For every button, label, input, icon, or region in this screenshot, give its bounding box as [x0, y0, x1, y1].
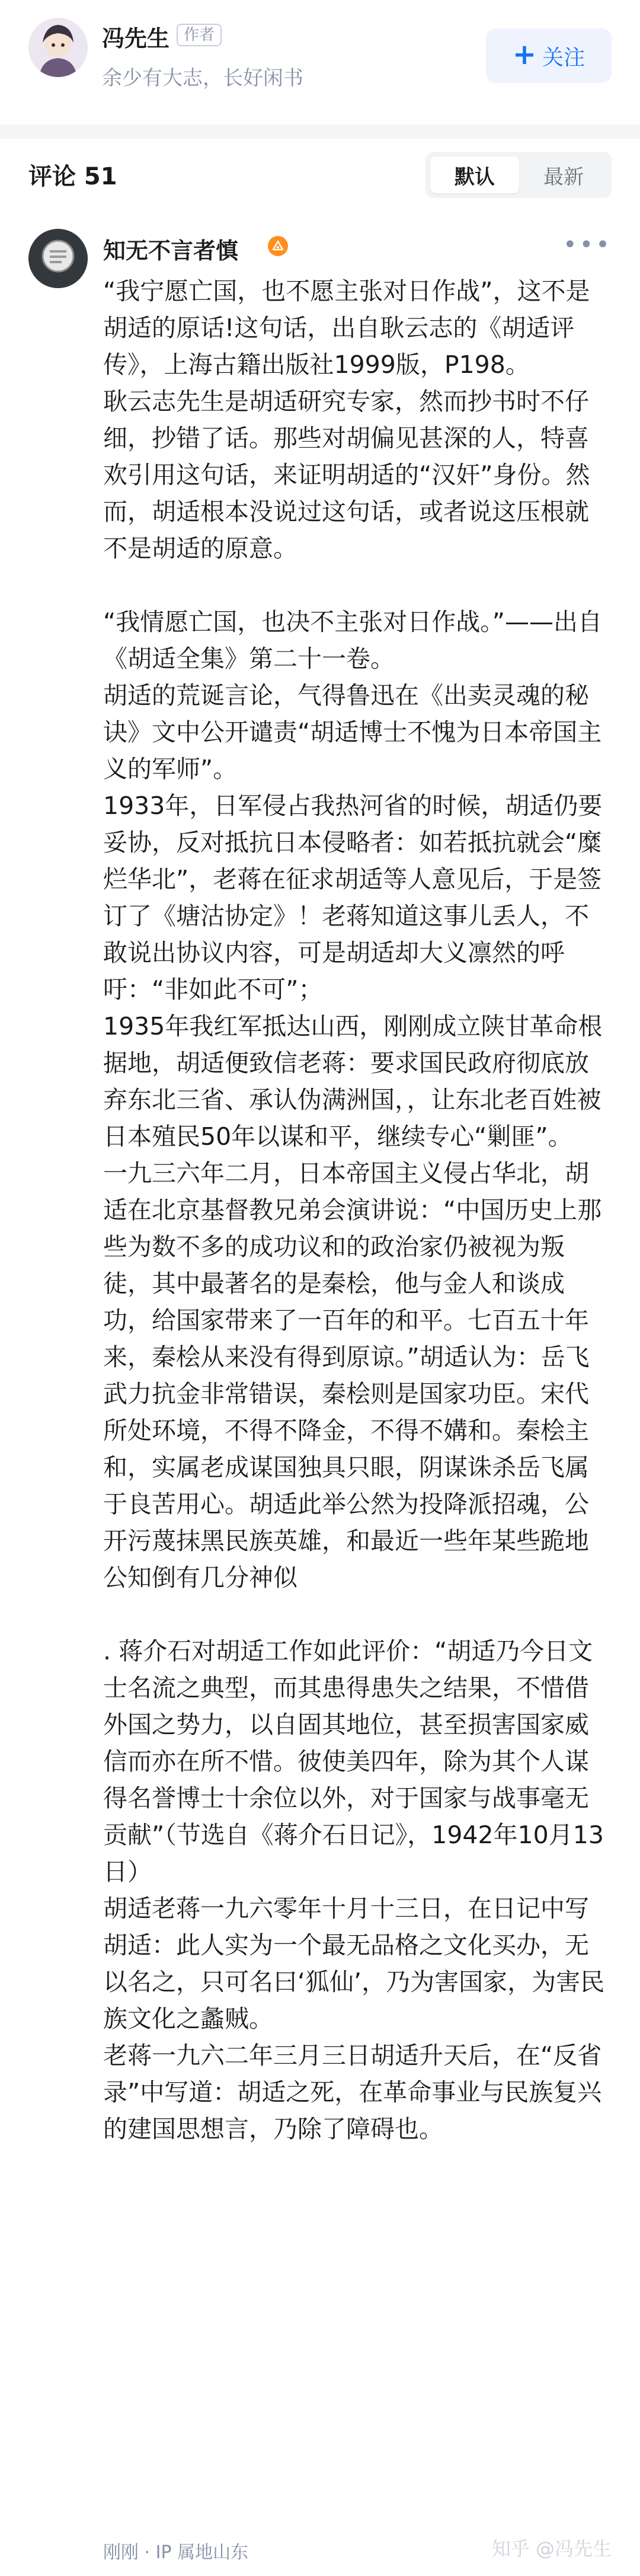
- sort-default-tab[interactable]: 默认: [430, 157, 519, 193]
- paragraph-spacer: [103, 1596, 613, 1633]
- paragraph-spacer: [103, 567, 613, 604]
- verified-badge-icon: [268, 236, 288, 256]
- author-header: [0, 0, 640, 125]
- commenter-avatar[interactable]: [28, 229, 88, 288]
- follow-label: 关注: [542, 45, 585, 70]
- comment-paragraph: 耿云志先生是胡适研究专家，然而抄书时不仔细，抄错了话。那些对胡偏见甚深的人，特喜欢引用这句话，来证明胡适的“汉奸”身份。然而，胡适根本没说过这句话，或者说这压根就不是胡适的原意。: [103, 387, 590, 563]
- comment-paragraph: 老蒋一九六二年三月三日胡适升天后，在“反省录”中写道：胡适之死，在革命事业与民族复兴的建国思想言，乃除了障碍也。: [103, 2041, 602, 2143]
- sort-latest-tab[interactable]: 最新: [543, 165, 584, 189]
- comment-paragraph: “我宁愿亡国，也不愿主张对日作战”，这不是胡适的原话!这句话，出自耿云志的《胡适评传》，上海古籍出版社1999版，P198。: [103, 277, 590, 379]
- comment-paragraph: 1935年我红军抵达山西，刚刚成立陕甘革命根据地，胡适便致信老蒋：要求国民政府彻底放弃东北三省、承认伪满洲国，，让东北老百姓被日本殖民50年以谋和平，继续专心“剿匪”。: [103, 1012, 603, 1151]
- comment-paragraph: . 蒋介石对胡适工作如此评价：“胡适乃今日文士名流之典型，而其患得患失之结果，不惜借外国之势力，以自固其地位，甚至损害国家威信而亦在所不惜。彼使美四年，除为其个人谋得名誉博士十余位以外，对于国家与战事毫无贡献”（节选自《蒋介石日记》，1942年10月13日）: [103, 1637, 604, 1886]
- author-bio: 余少有大志，长好闲书: [102, 66, 303, 90]
- comment-paragraph: 一九三六年二月，日本帝国主义侵占华北，胡适在北京基督教兄弟会演讲说：“中国历史上那些为数不多的成功议和的政治家仍被视为叛徒，其中最著名的是秦桧，他与金人和谈成功，给国家带来了一百年的和平。七百五十年来，秦桧从来没有得到原谅。”胡适认为：岳飞武力抗金非常错误，秦桧则是国家功臣。宋代所处环境，不得不降金，不得不媾和。秦桧主和，实属老成谋国独具只眼，阴谋诛杀岳飞属于良苦用心。胡适此举公然为投降派招魂，公开污蔑抹黑民族英雄，和最近一些年某些跪地公知倒有几分神似: [103, 1159, 602, 1592]
- comment-paragraph: 1933年，日军侵占我热河省的时候，胡适仍要妥协，反对抵抗日本侵略者：如若抵抗就会“糜烂华北”，老蒋在征求胡适等人意见后，于是签订了《塘沽协定》！老蒋知道这事儿丢人，不敢说出协议内容，可是胡适却大义凛然的呼吁：“非如此不可”；: [103, 791, 603, 1004]
- comment-paragraph: “我情愿亡国，也决不主张对日作战。”——出自《胡适全集》第二十一卷。: [103, 608, 602, 673]
- more-options-icon[interactable]: •••: [563, 231, 612, 258]
- comment-meta: [103, 2537, 248, 2564]
- author-name[interactable]: 冯先生: [102, 25, 170, 52]
- follow-button[interactable]: [486, 28, 612, 83]
- comment-paragraph: 胡适老蒋一九六零年十月十三日，在日记中写胡适：此人实为一个最无品格之文化买办，无以名之，只可名曰‘狐仙’，乃为害国家，为害民族文化之蠡贼。: [103, 1894, 605, 2033]
- author-avatar[interactable]: [28, 18, 88, 77]
- comment-count-title: 评论 51: [28, 163, 117, 190]
- ip-location: IP 属地山东: [155, 2542, 249, 2563]
- comments-header: [0, 139, 640, 209]
- section-divider: [0, 125, 640, 139]
- watermark: 知乎 @冯先生: [491, 2537, 612, 2560]
- sort-toggle: [425, 152, 612, 198]
- author-badge: 作者: [177, 24, 222, 46]
- comment-text: [103, 273, 613, 2147]
- commenter-name[interactable]: 知无不言者慎: [103, 238, 239, 264]
- comment-time: 刚刚: [103, 2542, 139, 2563]
- comment-item: [0, 209, 640, 2576]
- plus-icon: +: [512, 38, 537, 71]
- comment-paragraph: 胡适的荒诞言论，气得鲁迅在《出卖灵魂的秘诀》文中公开谴责“胡适博士不愧为日本帝国主义的军师”。: [103, 681, 602, 783]
- meta-separator: ·: [144, 2542, 156, 2563]
